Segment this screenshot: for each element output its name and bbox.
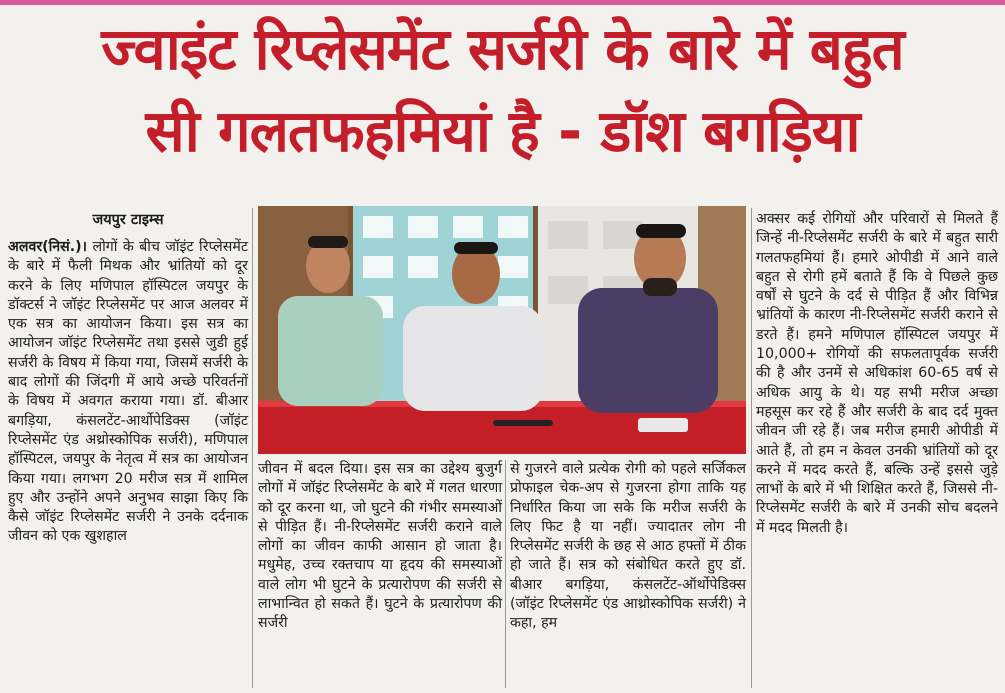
column-1-text: लोगों के बीच जॉइंट रिप्लेसमेंट के बारे में फैली मिथक और भ्रांतियों को दूर करने के लिए मणिपाल हॉस्पिटल जयपुर के डॉक्टर्स ने जॉइंट रिप्लेसमेंट पर आज अलवर में एक सत्र का आयोजन किया। इस सत्र का आयोजन जॉइंट रिप्लेसमेंट तथा इससे जुडी हुई सर्जरी के विषय में किया गया, जिसमें सर्जरी के बाद लोगों की जिंदगी में आये अच्छे परिवर्तनों के विषय में अवगत कराया गया। डॉ. बीआर बगड़िया, कंसलटेंट-आर्थोपेडिक्स (जॉइंट रिप्लेसमेंट एंड अथ्रोस्कोपिक सर्जरी), मणिपाल हॉस्पिटल, जयपुर के नेतृत्व में सत्र का आयोजन किया गया। लगभग 20 मरीज सत्र में शामिल हुए और उन्होंने अपने अनुभव साझा किए कि कैसे जॉइंट रिप्लेसमेंट सर्जरी ने उनके दर्दनाक जीवन को एक खुशहाल: [8, 239, 248, 545]
dateline: अलवर(निसं.)।: [8, 239, 88, 255]
article-column-1: [8, 238, 248, 547]
column-4-text: अक्सर कई रोगियों और परिवारों से मिलते हैं जिन्हें नी-रिप्लेसमेंट सर्जरी के बारे में बहुत सारी गलतफहमियां हैं। हमारे ओपीडी में आने वाले बहुत से रोगी हमें बताते हैं कि वे पिछले कुछ वर्षों से घुटने के दर्द से पीड़ित हैं और विभिन्न भ्रांतियों के कारण नी-रिप्लेसमेंट सर्जरी कराने से डरते हैं। हमने मणिपाल हॉस्पिटल जयपुर में 10,000+ रोगियों की सफलतापूर्वक सर्जरी की है और उनमें से अधिकांश 60-65 वर्ष से अधिक आयु के थे। यह सभी मरीज अच्छा महसूस कर रहे हैं और सर्जरी के बाद दर्द मुक्त जीवन जी रहे हैं। जब मरीज हमारी ओपीडी में आते हैं, तो हम न केवल उनकी भ्रांतियों को दूर करने में मदद करते हैं, बल्कि उन्हें इससे जुड़े लाभों के बारे में भी शिक्षित करते हैं, जिससे नी-रिप्लेसमेंट सर्जरी के बारे में उनकी सोच बदलने में मदद मिलती है।: [756, 211, 998, 536]
top-accent-rule: [0, 0, 1005, 5]
article-column-2: [258, 460, 502, 634]
event-photo: [258, 206, 746, 454]
column-3-text: से गुजरने वाले प्रत्येक रोगी को पहले सर्जिकल प्रोफाइल चेक-अप से गुजरना होगा ताकि यह निर्धारित किया जा सके कि मरीज सर्जरी के लिए फिट है या नहीं। ज्यादातर लोग नी रिप्लेसमेंट सर्जरी के छह से आठ हफ्तों में ठीक हो जाते हैं। सत्र को संबोधित करते हुए डॉ. बीआर बगड़िया, कंसलटेंट-ऑर्थोपेडिक्स (जॉइंट रिप्लेसमेंट एंड आथ्रोस्कोपिक सर्जरी) ने कहा, हम: [510, 461, 746, 632]
column-2-text: जीवन में बदल दिया। इस सत्र का उद्देश्य बुजुर्ग लोगों में जॉइंट रिप्लेसमेंट के बारे में गलत धारणा को दूर करना था, जो घुटने की गंभीर समस्याओं से पीड़ित हैं। नी-रिप्लेसमेंट सर्जरी कराने वाले लोगों का जीवन काफी आसान हो जाता है। मधुमेह, उच्च रक्तचाप या हृदय की समस्याओं वाले लोग भी घुटने के प्रत्यारोपण की सर्जरी से लाभान्वित हो सकते हैं। घुटने के प्रत्यारोपण की सर्जरी: [258, 461, 502, 632]
article-column-3: [510, 460, 746, 634]
column-divider-3: [751, 208, 752, 688]
column-divider-1: [252, 208, 253, 688]
headline: [0, 8, 1005, 172]
headline-line-2: सी गलतफहमियां है - डॉश बगड़िया: [145, 97, 860, 165]
article-column-4: [756, 210, 998, 538]
column-divider-2: [505, 460, 506, 688]
byline: जयपुर टाइम्स: [92, 212, 164, 228]
headline-line-1: ज्वाइंट रिप्लेसमेंट सर्जरी के बारे में बहुत: [101, 15, 904, 83]
